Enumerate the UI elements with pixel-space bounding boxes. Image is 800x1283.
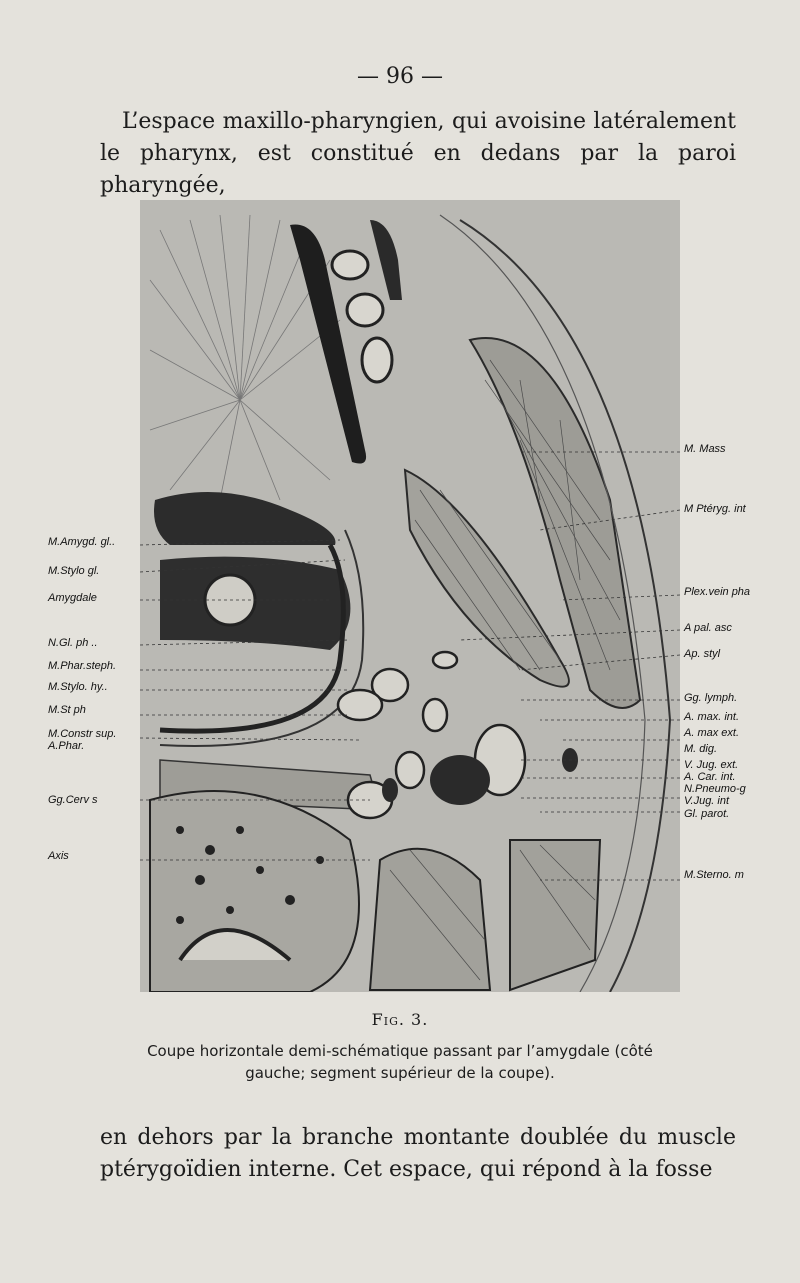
label-m-stylo-gl: M.Stylo gl. — [48, 565, 100, 577]
label-m-constr-sup: M.Constr sup. — [48, 728, 117, 740]
label-v-jug-ext: V. Jug. ext. — [684, 759, 739, 771]
label-axis: Axis — [48, 850, 69, 862]
page-number: — 96 — — [357, 64, 443, 89]
label-n-pneumo-g: N.Pneumo-g — [684, 783, 746, 795]
label-amygdale: Amygdale — [48, 592, 97, 604]
paragraph-bottom: en dehors par la branche montante doublée du muscle ptérygoïdien interne. Cet espace, qui répond à la fosse — [100, 1125, 736, 1182]
label-m-st-ph: M.St ph — [48, 704, 86, 716]
paragraph-top: L’espace maxillo-pharyngien, qui avoisine latéralement le pharynx, est constitué en dedans par la paroi pharyngée, — [100, 109, 736, 198]
label-a-max-ext: A. max ext. — [684, 727, 740, 739]
label-m-dig: M. dig. — [684, 743, 718, 755]
label-gg-lymph: Gg. lymph. — [684, 692, 738, 704]
label-gg-cerv-s: Gg.Cerv s — [48, 794, 98, 806]
label-v-jug-int: V.Jug. int — [684, 795, 730, 807]
label-a-max-int: A. max. int. — [684, 711, 740, 723]
label-n-gl-ph: N.Gl. ph .. — [48, 637, 98, 649]
label-gl-parot: Gl. parot. — [684, 808, 730, 820]
label-m-phar-steph: M.Phar.steph. — [48, 660, 117, 672]
label-a-pal-asc: A pal. asc — [684, 622, 732, 634]
label-a-car-int: A. Car. int. — [684, 771, 736, 783]
label-m-stylo-hy: M.Stylo. hy.. — [48, 681, 108, 693]
label-m-sterno-m: M.Sterno. m — [684, 869, 744, 881]
label-plex-vein-pha: Plex.vein pha — [684, 586, 751, 598]
label-m-pteryg-int: M Ptéryg. int — [684, 503, 746, 515]
label-a-phar: A.Phar. — [48, 740, 85, 752]
label-ap-styl: Ap. styl — [684, 648, 721, 660]
figure-caption: Coupe horizontale demi-schématique passant par l’amygdale (côté gauche; segment supérieur de la coupe). — [147, 1042, 653, 1082]
figure-title: Fig. 3. — [371, 1010, 429, 1029]
anatomical-illustration — [140, 200, 680, 992]
label-m-amygd-gl: M.Amygd. gl.. — [48, 536, 116, 548]
label-m-mass: M. Mass — [684, 443, 726, 455]
